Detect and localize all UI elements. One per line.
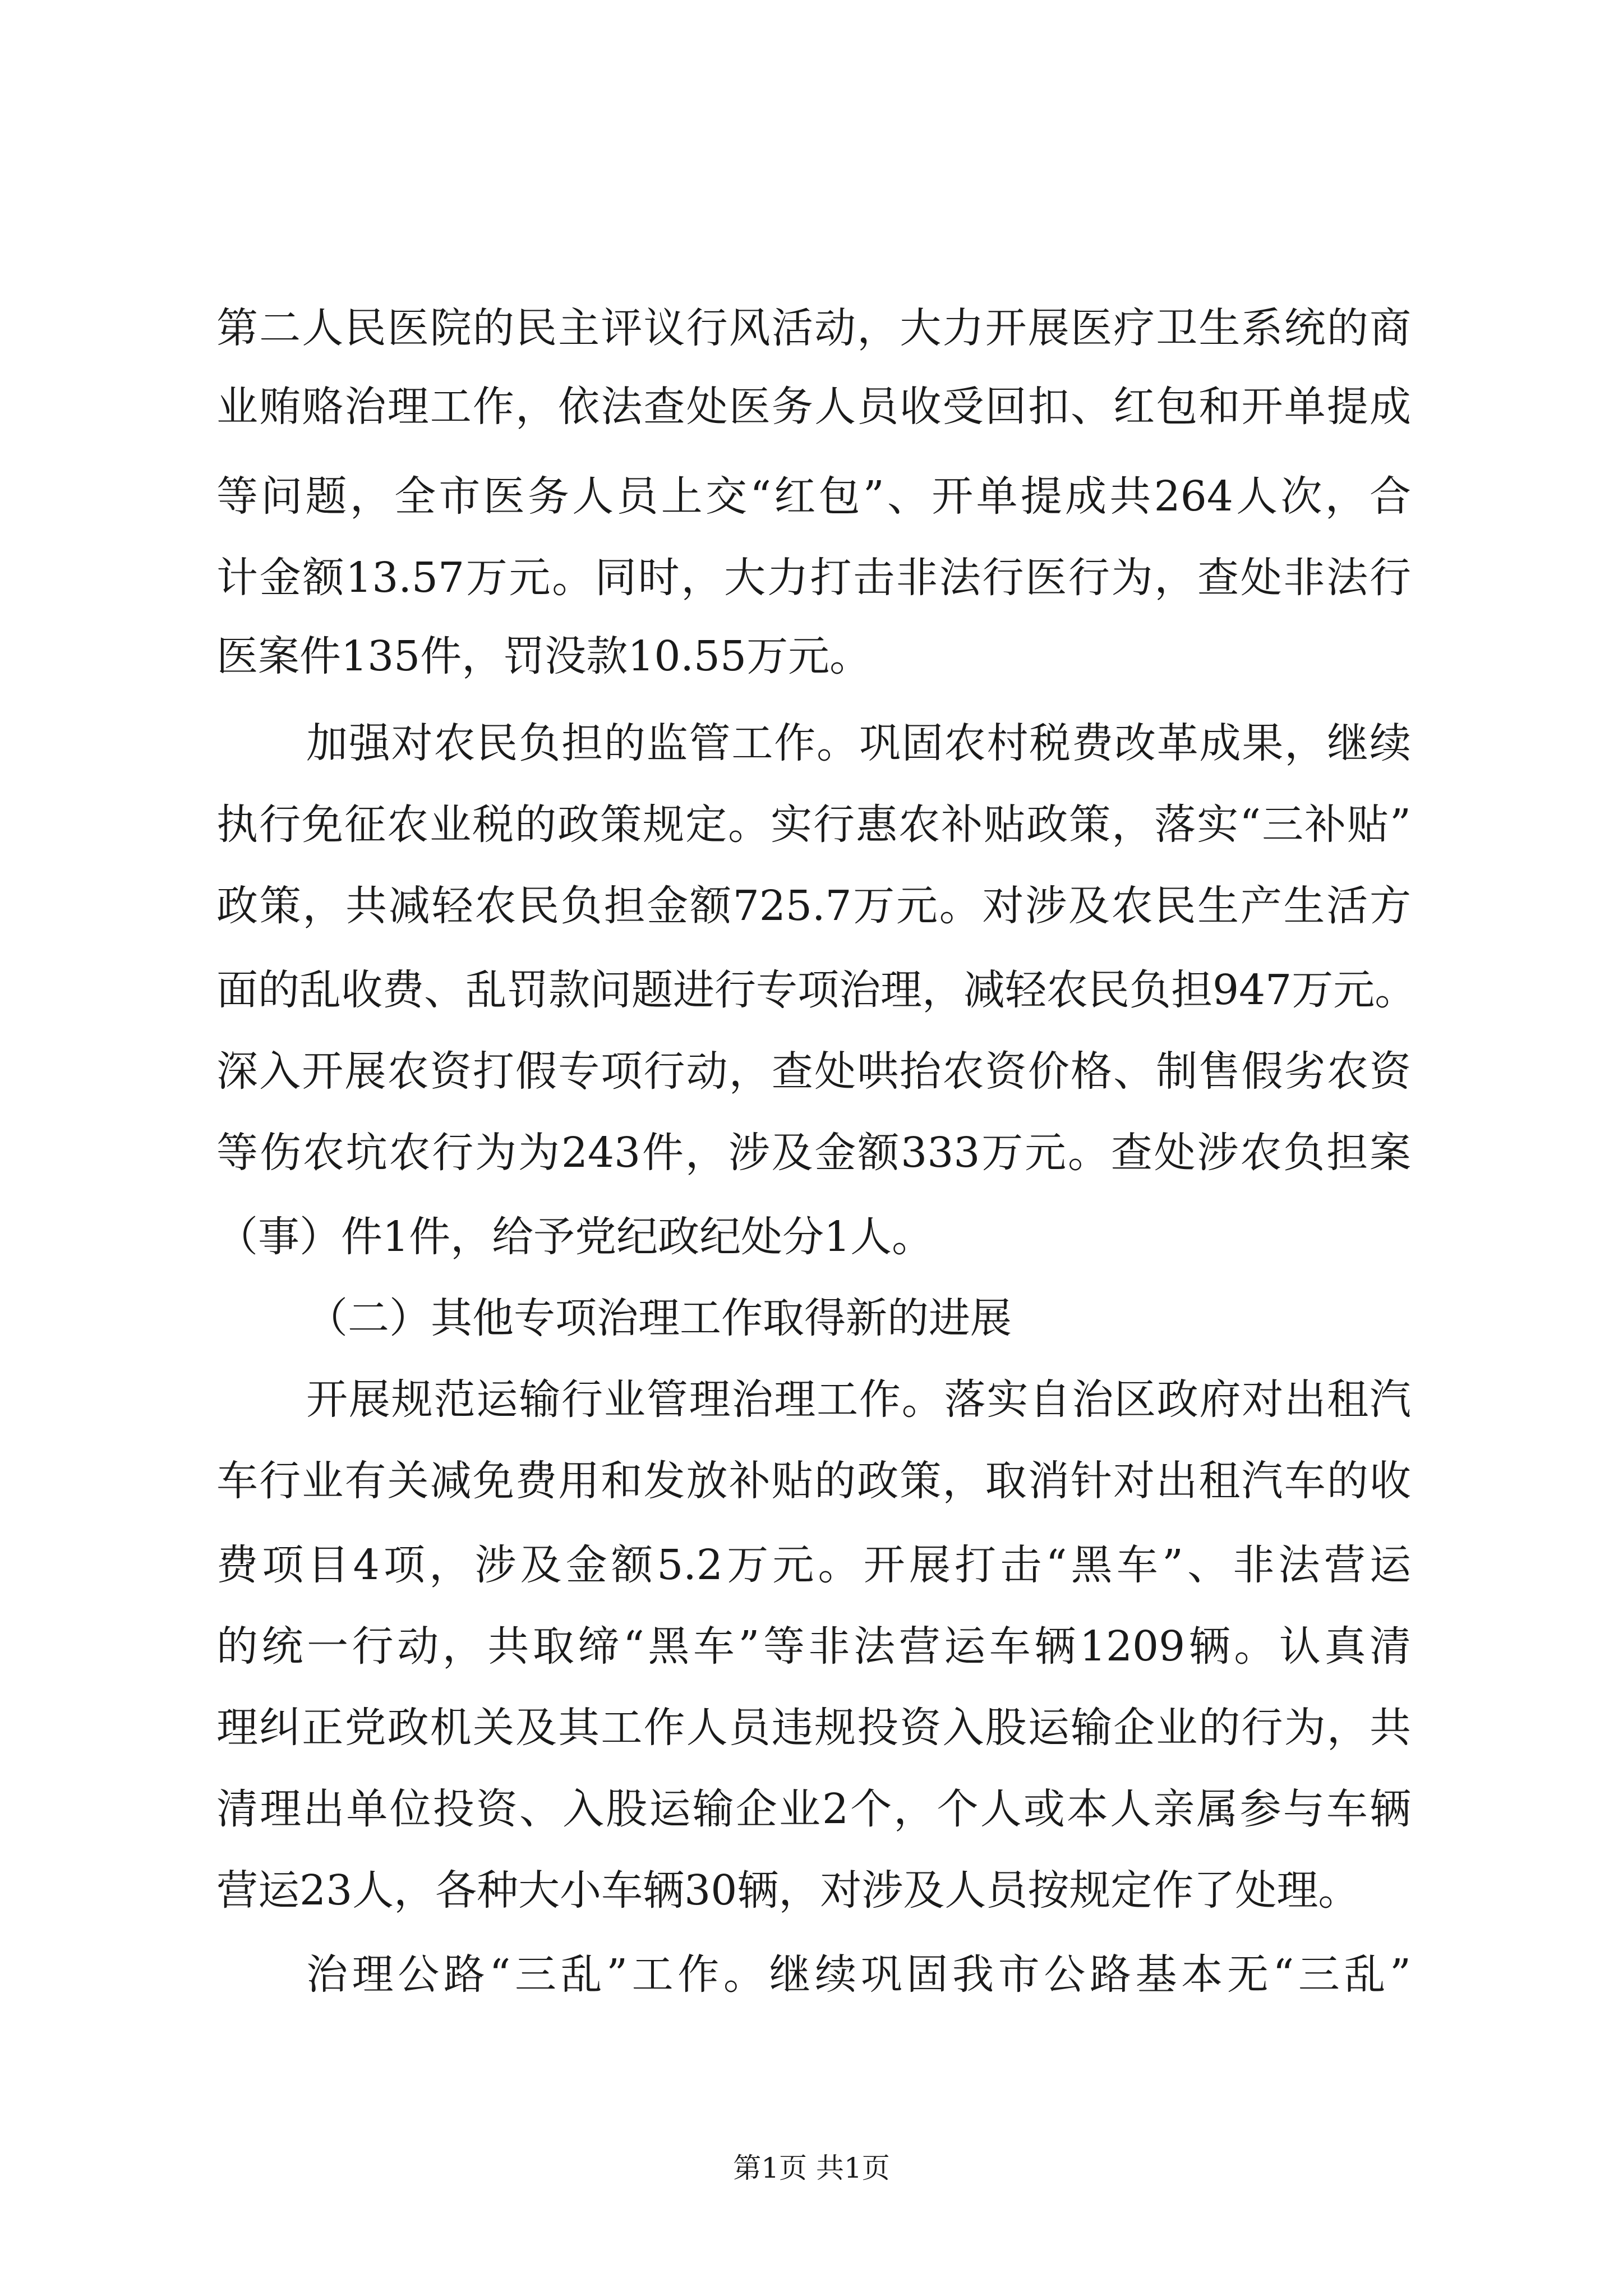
paragraph-line: 开展规范运输行业管理治理工作。落实自治区政府对出租汽 <box>306 1375 1411 1424</box>
paragraph-line: 营运23人，各种大小车辆30辆，对涉及人员按规定作了处理。 <box>216 1866 1360 1915</box>
paragraph-line: 理纠正党政机关及其工作人员违规投资入股运输企业的行为，共 <box>216 1704 1411 1752</box>
paragraph-line: 政策，共减轻农民负担金额725.7万元。对涉及农民生产生活方 <box>216 882 1411 930</box>
paragraph-line: 医案件135件，罚没款10.55万元。 <box>216 632 872 680</box>
paragraph-line: 治理公路“三乱”工作。继续巩固我市公路基本无“三乱” <box>306 1950 1411 1999</box>
paragraph-line: 深入开展农资打假专项行动，查处哄抬农资价格、制售假劣农资 <box>216 1047 1411 1096</box>
paragraph-line: 清理出单位投资、入股运输企业2个，个人或本人亲属参与车辆 <box>216 1785 1411 1833</box>
paragraph-line: 面的乱收费、乱罚款问题进行专项治理，减轻农民负担947万元。 <box>216 966 1417 1014</box>
paragraph-line: 第二人民医院的民主评议行风活动，大力开展医疗卫生系统的商 <box>216 304 1411 352</box>
paragraph-line: 的统一行动，共取缔“黑车”等非法营运车辆1209辆。认真清 <box>216 1622 1411 1671</box>
paragraph-line: 加强对农民负担的监管工作。巩固农村税费改革成果，继续 <box>306 719 1411 767</box>
paragraph-line: 业贿赂治理工作，依法查处医务人员收受回扣、红包和开单提成 <box>216 383 1411 431</box>
paragraph-line: 费项目4项，涉及金额5.2万元。开展打击“黑车”、非法营运 <box>216 1541 1411 1589</box>
paragraph-line: （事）件1件，给予党纪政纪处分1人。 <box>216 1213 934 1261</box>
page-footer: 第1页 共1页 <box>733 2152 890 2184</box>
paragraph-line: 计金额13.57万元。同时，大力打击非法行医行为，查处非法行 <box>216 554 1411 602</box>
section-heading: （二）其他专项治理工作取得新的进展 <box>306 1294 1012 1342</box>
paragraph-line: 等伤农坑农行为为243件，涉及金额333万元。查处涉农负担案 <box>216 1129 1411 1177</box>
paragraph-line: 车行业有关减免费用和发放补贴的政策，取消针对出租汽车的收 <box>216 1457 1411 1505</box>
paragraph-line: 执行免征农业税的政策规定。实行惠农补贴政策，落实“三补贴” <box>216 800 1411 849</box>
paragraph-line: 等问题，全市医务人员上交“红包”、开单提成共264人次，合 <box>216 472 1411 521</box>
